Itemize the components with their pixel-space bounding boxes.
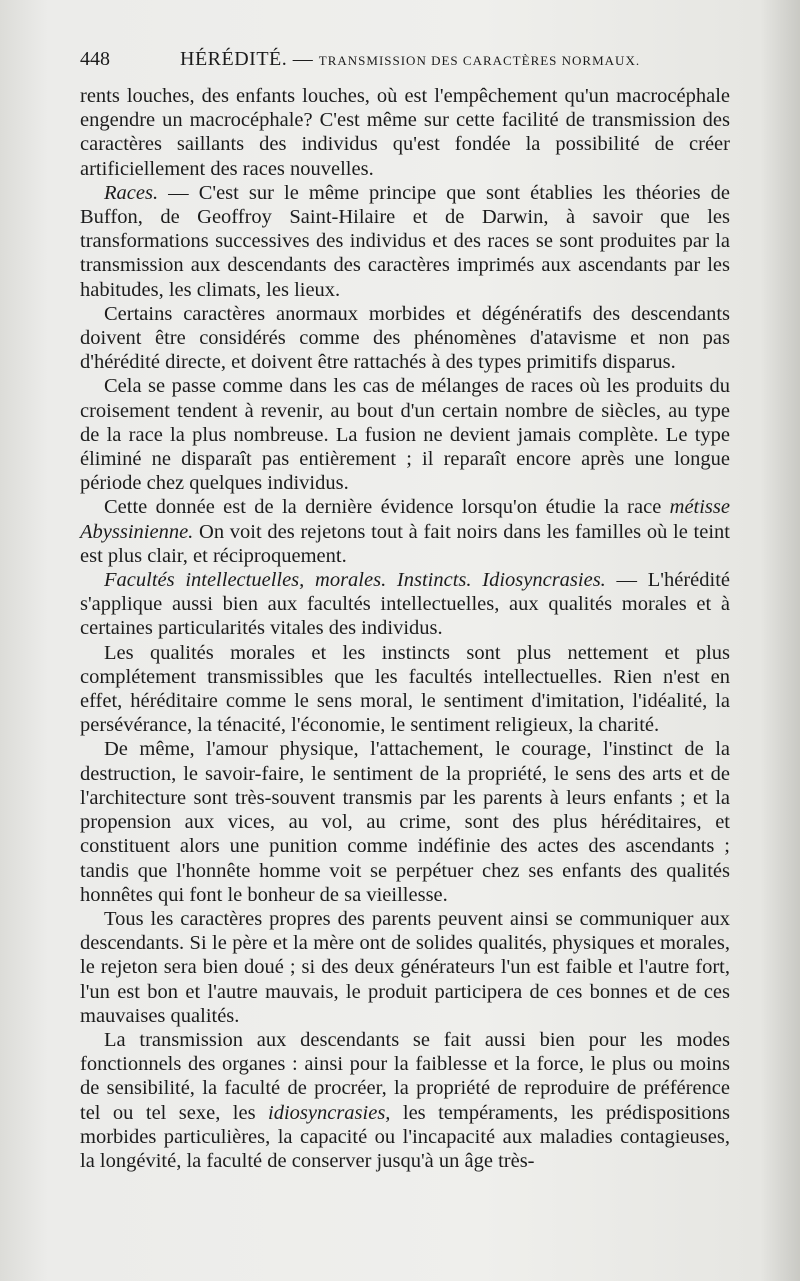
header-dash: — <box>292 48 314 70</box>
italic-run: Facultés intellectuelles, morales. Instincts. Idiosyncrasies. <box>104 569 606 592</box>
paragraph-p10 <box>80 1028 730 1173</box>
paragraph-p6 <box>80 568 730 641</box>
running-header <box>80 48 730 74</box>
text-run: Cette donnée est de la dernière évidence lorsqu'on étudie la race <box>104 496 670 519</box>
body-text <box>80 84 730 1173</box>
paragraph-p9 <box>80 907 730 1028</box>
text-run: — C'est sur le même principe que sont établies les théories de Buffon, de Geoffroy Saint-Hilaire et de Darwin, à savoir que les transformations successives des individus et des races se sont produites par la transmission aux descendants des caractères imprimés aux ascendants par les habitudes, les climats, les lieux. <box>80 181 730 301</box>
text-run: De même, l'amour physique, l'attachement, le courage, l'instinct de la destruction, le savoir-faire, le sentiment de la propriété, le sens des arts et de l'architecture sont très-souvent transmis par les parents à leurs enfants ; et la propension aux vices, au vol, au crime, sont des plus héréditaires, et constituent alors une punition comme indéfinie des actes des ascendants ; tandis que l'honnête homme voit se perpétuer chez ses enfants des qualités honnêtes qui font le bonheur de sa vieillesse. <box>80 738 730 906</box>
italic-run: idiosyncrasies, <box>268 1101 391 1124</box>
text-run: — L'hérédité s'applique aussi bien aux facultés intellectuelles, aux qualités morales et à certaines particularités vitales des individus. <box>80 569 730 640</box>
paragraph-p5 <box>80 495 730 568</box>
text-run: les tempéraments, les prédispositions morbides particulières, la capacité ou l'incapacité aux maladies contagieuses, la longévité, la faculté de conserver jusqu'à un âge très- <box>80 1101 730 1172</box>
paragraph-p3 <box>80 302 730 375</box>
header-title: HÉRÉDITÉ. <box>180 48 288 70</box>
text-run: Tous les caractères propres des parents peuvent ainsi se communiquer aux descendants. Si le père et la mère ont de solides qualités, physiques et morales, le rejeton sera bien doué ; si des deux générateurs l'un est faible et l'autre fort, l'un est bon et l'autre mauvais, le produit participera de ces bonnes et de ces mauvaises qualités. <box>80 907 730 1027</box>
italic-run: métisse Abyssinienne. <box>80 496 730 543</box>
paragraph-p7 <box>80 641 730 738</box>
paragraph-p8 <box>80 737 730 906</box>
text-run: rents louches, des enfants louches, où est l'empêchement qu'un macrocéphale engendre un macrocéphale? C'est même sur cette facilité de transmission des caractères saillants des individus qu'est fondée la possibilité de créer artificiellement des races nouvelles. <box>80 85 730 180</box>
paragraph-p4 <box>80 374 730 495</box>
paragraph-p1 <box>80 84 730 181</box>
text-run: Les qualités morales et les instincts sont plus nettement et plus complétement transmissibles que les facultés intellectuelles. Rien n'est en effet, héréditaire comme le sens moral, le sentiment d'imitation, l'idéalité, la persévérance, la ténacité, l'économie, le sentiment religieux, la charité. <box>80 641 730 737</box>
paragraph-p2 <box>80 181 730 302</box>
running-title <box>180 48 640 71</box>
text-run: On voit des rejetons tout à fait noirs dans les familles où le teint est plus clair, et réciproquement. <box>80 520 730 567</box>
page-number: 448 <box>80 48 110 70</box>
text-run: Certains caractères anormaux morbides et dégénératifs des descendants doivent être considérés comme des phénomènes d'atavisme et non pas d'hérédité directe, et doivent être rattachés à des types primitifs disparus. <box>80 302 730 374</box>
text-run: La transmission aux descendants se fait aussi bien pour les modes fonctionnels des organes : ainsi pour la faiblesse et la force, le plus ou moins de sensibilité, la faculté de procréer, la propriété de reproduire de préférence tel ou tel sexe, les <box>80 1028 730 1124</box>
text-run: Cela se passe comme dans les cas de mélanges de races où les produits du croisement tendent à revenir, au bout d'un certain nombre de siècles, au type de la race la plus nombreuse. La fusion ne devient jamais complète. Le type éliminé ne disparaît pas entièrement ; il reparaît encore après une longue période chez quelques individus. <box>80 375 730 495</box>
header-subtitle: TRANSMISSION DES CARACTÈRES NORMAUX. <box>318 53 641 68</box>
italic-run: Races. <box>104 181 159 204</box>
